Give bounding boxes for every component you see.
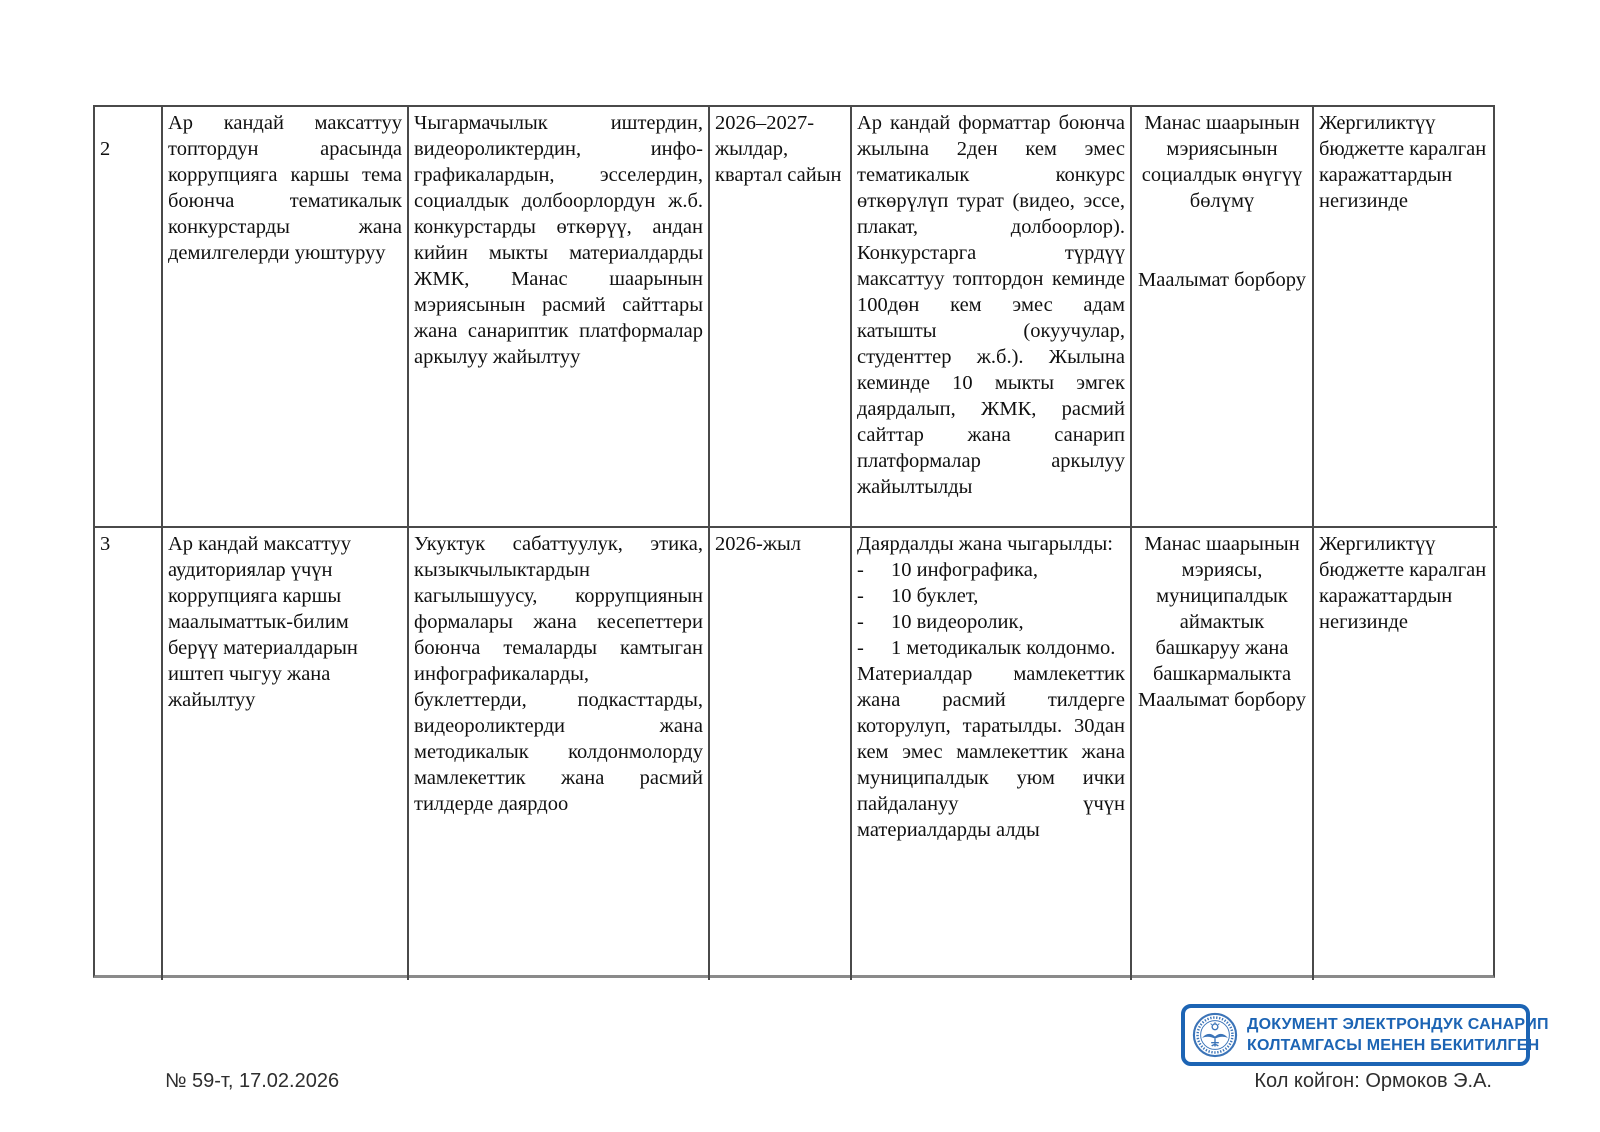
list-item-marker: - [857,611,864,633]
result-cell: Ар кандай форматтар боюнча жылына 2ден кем эмес тематикалык конкурс өткөрүлүп турат (видео, эссе, плакат, долбоорлор). Конкурстарга түрдүү максаттуу топтордон кеминде 100дөн кем эмес адам катышты (окуучулар, студенттер ж.б.). Жылына кеминде 10 мыкты эмгек даярдалып, ЖМК, расмий сайттар жана санарип платформалар аркылуу жайылтылды [852,107,1132,528]
period-cell: 2026–2027-жылдар, квартал сайын [710,107,852,528]
list-item [857,557,1125,583]
action-plan-table [93,105,1495,978]
row-number: 2 [100,138,111,160]
list-item-text: 10 видеоролик, [891,611,1024,633]
list-item-marker: - [857,637,864,659]
list-item [857,609,1125,635]
list-item-text: 10 буклет, [891,585,979,607]
document-number-date: № 59-т, 17.02.2026 [165,1070,340,1092]
result-cell [852,528,1132,980]
goal-cell: Ар кандай максаттуу аудиториялар үчүн коррупцияга каршы маалыматтык-билим берүү материалдарын иштеп чыгуу жана жайылтуу [163,528,409,980]
stamp-text [1247,1014,1549,1056]
result-intro: Даярдалды жана чыгарылды: [857,533,1113,555]
list-item-text: 10 инфографика, [891,559,1038,581]
stamp-line-1: ДОКУМЕНТ ЭЛЕКТРОНДУК САНАРИП [1247,1016,1549,1033]
list-item-text: 1 методикалык колдонмо. [891,637,1116,659]
list-item [857,635,1125,661]
goal-cell: Ар кандай максаттуу топтордун арасында коррупцияга каршы тема боюнча тематикалык конкурстарды жана демилгелерди уюштуруу [163,107,409,528]
list-item-marker: - [857,585,864,607]
row-number: 3 [100,533,111,555]
row-number-cell [95,528,163,980]
responsible-center: Маалымат борбору [1138,269,1306,291]
responsible-cell: Манас шаарынын мэриясы, муниципалдык аймактык башкаруу жана башкармалыкта Маалымат борбору [1132,528,1314,980]
list-item [857,583,1125,609]
responsible-cell [1132,107,1314,528]
signer-name: Кол койгон: Ормоков Э.А. [1254,1070,1492,1092]
digital-signature-stamp [1181,1004,1549,1066]
funding-cell: Жергиликтүү бюджетте каралган каражаттардын негизинде [1319,533,1487,633]
kyrgyz-emblem-icon [1192,1012,1238,1058]
stamp-line-2: КОЛТАМГАСЫ МЕНЕН БЕКИТИЛГЕН [1247,1037,1540,1054]
row-number-cell [95,107,163,528]
period-cell: 2026-жыл [710,528,852,980]
result-outro: Материалдар мамлекеттик жана расмий тилдерге которулуп, таратылды. 30дан кем эмес мамлекеттик жана муниципалдык уюм ички пайдалануу үчүн материалдарды алды [857,663,1125,841]
activity-cell: Чыгармачылык иштердин, видеороликтердин, инфо-графикалардын, эсселердин, социалдык долбоорлордун ж.б. конкурстарды өткөрүү, андан кийин мыкты материалдарды ЖМК, Манас шаарынын мэриясынын расмий сайттары жана санариптик платформалар аркылуу жайылтуу [409,107,710,528]
responsible-dept: Манас шаарынын мэриясынын социалдык өнүгүү бөлүмү [1141,112,1303,212]
list-item-marker: - [857,559,864,581]
activity-cell: Укуктук сабаттуулук, этика, кызыкчылыктардын кагылышуусу, коррупциянын формалары жана кесепеттери боюнча темаларды камтыган инфографикаларды, буклеттерди, подкасттарды, видеороликтерди жана методикалык колдонмолорду мамлекеттик жана расмий тилдерде даярдоо [409,528,710,980]
funding-cell: Жергиликтүү бюджетте каралган каражаттардын негизинде [1314,107,1497,528]
